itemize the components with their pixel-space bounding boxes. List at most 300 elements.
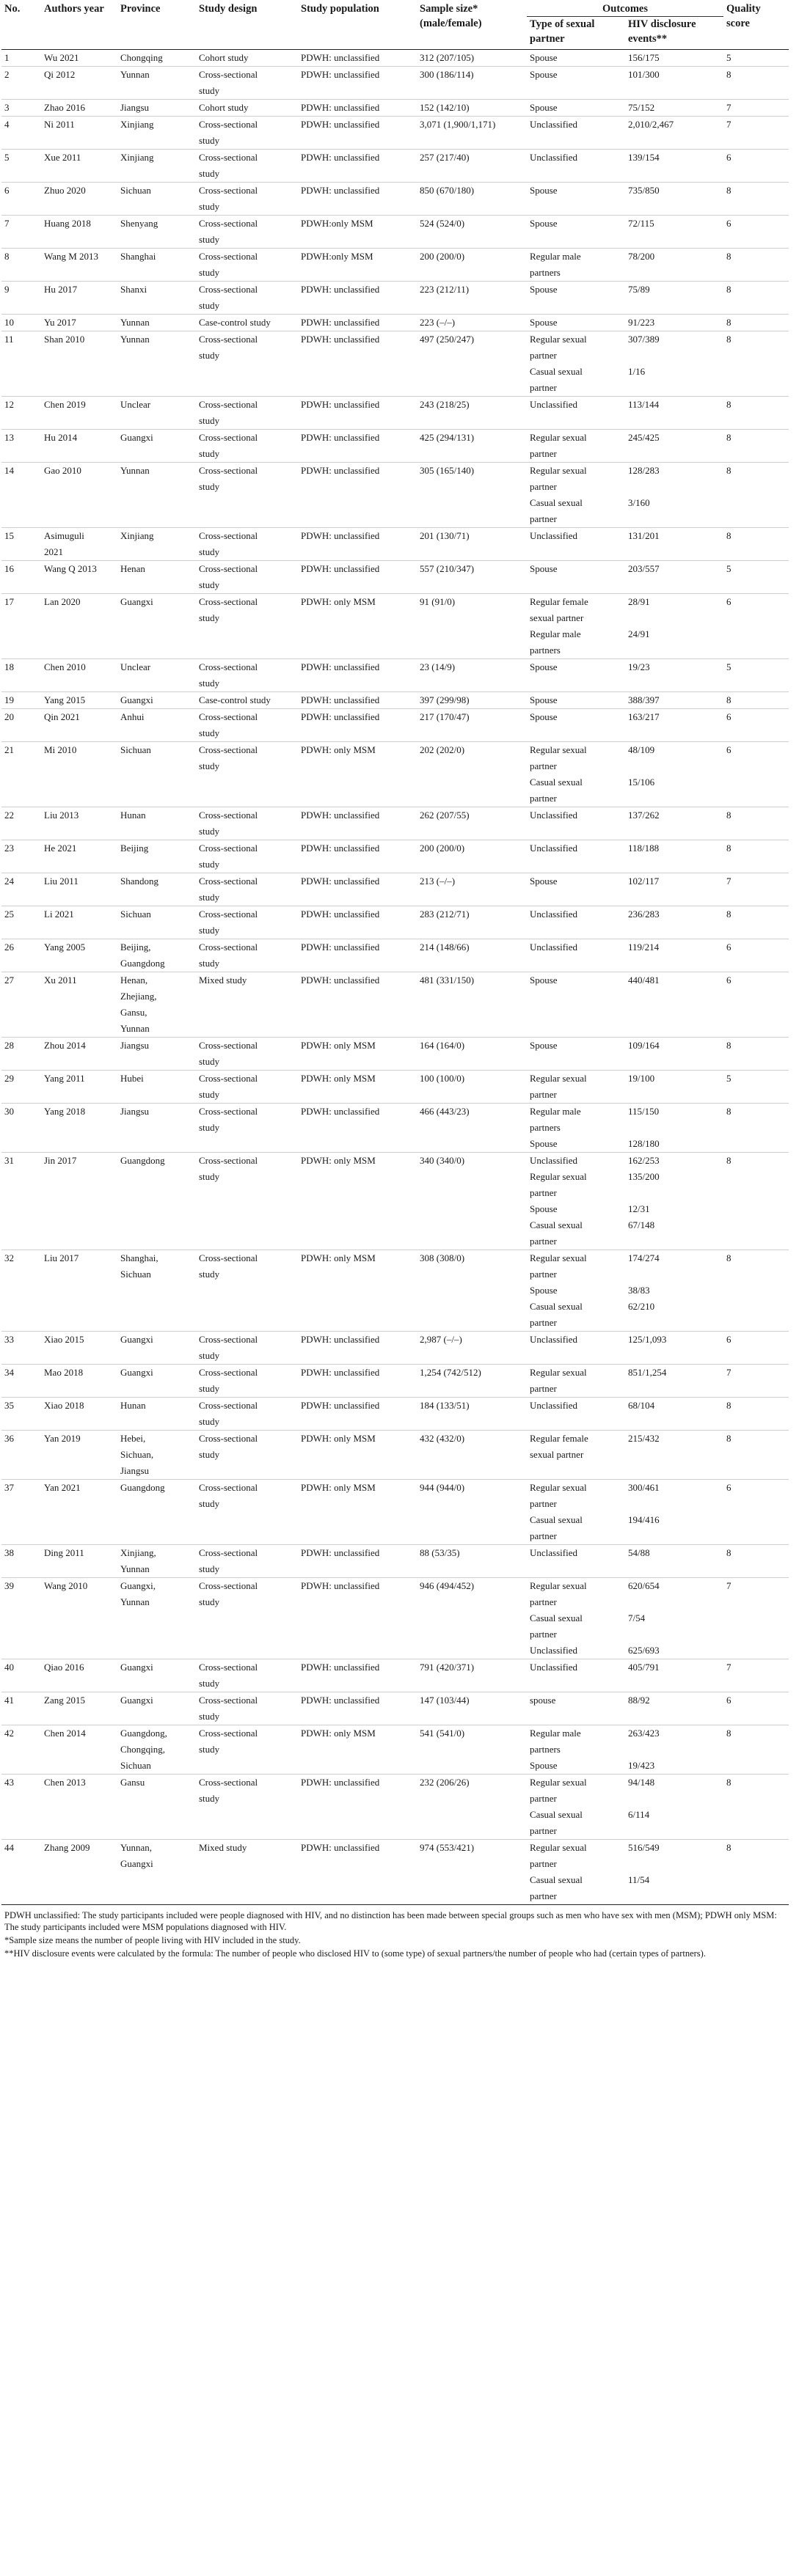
cell-author: Yang 2005	[41, 939, 117, 972]
disclosure-events-value: 78/200	[628, 251, 655, 262]
table-body	[1, 50, 789, 1905]
cell-study-population: PDWH: only MSM	[298, 742, 417, 807]
cell-sample-size: 397 (299/98)	[417, 692, 527, 709]
cell-no: 13	[1, 430, 41, 463]
partner-type-line: partner	[530, 1858, 557, 1869]
partner-type-line: partner	[530, 1187, 557, 1198]
cell-quality-score: 6	[723, 594, 789, 659]
cell-sample-size: 974 (553/421)	[417, 1840, 527, 1905]
table-row	[1, 183, 789, 216]
cell-province	[117, 1431, 196, 1480]
design-line: study	[199, 1449, 220, 1460]
cell-no: 9	[1, 282, 41, 315]
cell-study-population: PDWH: only MSM	[298, 1480, 417, 1545]
province-line: Hubei	[120, 1073, 144, 1084]
partner-type-line: Casual sexual	[530, 1219, 583, 1230]
cell-disclosure-events	[625, 1332, 723, 1365]
cell-study-design	[196, 282, 298, 315]
disclosure-events-value: 263/423	[628, 1728, 660, 1739]
header-province: Province	[120, 3, 161, 15]
table-row	[1, 1365, 789, 1398]
cell-no: 8	[1, 249, 41, 282]
cell-sample-size: 202 (202/0)	[417, 742, 527, 807]
design-line: study	[199, 448, 220, 459]
cell-sample-size: 213 (–/–)	[417, 873, 527, 906]
cell-author: Liu 2013	[41, 807, 117, 840]
disclosure-events-value: 28/91	[628, 596, 650, 607]
table-row	[1, 873, 789, 906]
design-line: Cross-sectional	[199, 810, 258, 821]
cell-author: Yang 2018	[41, 1104, 117, 1153]
cell-study-population: PDWH: unclassified	[298, 528, 417, 561]
province-line: Gansu,	[120, 1007, 147, 1018]
design-line: Cross-sectional	[199, 1695, 258, 1706]
partner-type-line: partner	[530, 1596, 557, 1607]
cell-no: 19	[1, 692, 41, 709]
cell-study-population: PDWH: only MSM	[298, 1431, 417, 1480]
disclosure-events-value: 163/217	[628, 711, 660, 722]
cell-province	[117, 117, 196, 150]
cell-no: 17	[1, 594, 41, 659]
cell-author: Qi 2012	[41, 67, 117, 100]
province-line: Xinjiang,	[120, 1547, 156, 1558]
disclosure-events-value: 38/83	[628, 1285, 650, 1296]
cell-disclosure-events	[625, 216, 723, 249]
cell-study-design	[196, 528, 298, 561]
cell-province	[117, 594, 196, 659]
design-line: Cross-sectional	[199, 1400, 258, 1411]
cell-study-population: PDWH: unclassified	[298, 1398, 417, 1431]
cell-study-population: PDWH: unclassified	[298, 873, 417, 906]
table-row	[1, 1431, 789, 1480]
design-line: study	[199, 135, 220, 146]
cell-study-population: PDWH: unclassified	[298, 430, 417, 463]
disclosure-events-value: 24/91	[628, 628, 650, 639]
cell-province	[117, 840, 196, 873]
cell-province	[117, 1153, 196, 1250]
disclosure-events-value: 62/210	[628, 1301, 655, 1312]
cell-partner-type	[527, 150, 625, 183]
cell-no: 39	[1, 1578, 41, 1659]
cell-disclosure-events	[625, 840, 723, 873]
cell-no: 14	[1, 463, 41, 528]
cell-study-population: PDWH: unclassified	[298, 1365, 417, 1398]
cell-study-design	[196, 906, 298, 939]
cell-disclosure-events	[625, 692, 723, 709]
disclosure-events-value: 162/253	[628, 1155, 660, 1166]
province-line: Shanghai	[120, 251, 156, 262]
disclosure-events-value: 118/188	[628, 843, 660, 854]
cell-partner-type	[527, 1775, 625, 1840]
cell-disclosure-events	[625, 1578, 723, 1659]
cell-disclosure-events	[625, 150, 723, 183]
partner-type-line: partner	[530, 1498, 557, 1509]
cell-sample-size: 946 (494/452)	[417, 1578, 527, 1659]
study-characteristics-table	[1, 0, 789, 1905]
cell-no: 24	[1, 873, 41, 906]
table-row	[1, 1332, 789, 1365]
partner-type-line: Spouse	[530, 284, 558, 295]
cell-no: 44	[1, 1840, 41, 1905]
province-line: Yunnan	[120, 334, 150, 345]
cell-partner-type	[527, 315, 625, 331]
cell-quality-score: 8	[723, 249, 789, 282]
partner-type-line: Regular female	[530, 596, 588, 607]
design-line: Cross-sectional	[199, 334, 258, 345]
cell-study-design	[196, 1692, 298, 1725]
table-row	[1, 1840, 789, 1905]
disclosure-events-value: 102/117	[628, 876, 660, 887]
cell-author: He 2021	[41, 840, 117, 873]
province-line: Hunan	[120, 810, 146, 821]
cell-province	[117, 1725, 196, 1775]
province-line: Guangdong	[120, 958, 165, 969]
footnote: **HIV disclosure events were calculated by the formula: The number of people who disclosed HIV to (some type) of sexual partners/the number of people who had (certain types of partners).	[4, 1948, 706, 1959]
cell-partner-type	[527, 742, 625, 807]
cell-author: Yan 2021	[41, 1480, 117, 1545]
cell-province	[117, 100, 196, 117]
cell-disclosure-events	[625, 1250, 723, 1332]
header-disclosure-events: HIV disclosure events**	[628, 18, 696, 45]
disclosure-events-value: 388/397	[628, 694, 660, 705]
cell-disclosure-events	[625, 906, 723, 939]
cell-study-design	[196, 1398, 298, 1431]
partner-type-line: partner	[530, 1825, 557, 1836]
cell-no: 32	[1, 1250, 41, 1332]
cell-sample-size: 524 (524/0)	[417, 216, 527, 249]
cell-province	[117, 50, 196, 67]
partner-type-line: partner	[530, 1089, 557, 1100]
cell-study-population: PDWH: unclassified	[298, 463, 417, 528]
cell-study-design	[196, 150, 298, 183]
cell-author: Zhao 2016	[41, 100, 117, 117]
cell-quality-score: 7	[723, 100, 789, 117]
cell-author: Qiao 2016	[41, 1659, 117, 1692]
cell-sample-size: 541 (541/0)	[417, 1725, 527, 1775]
cell-province	[117, 1840, 196, 1905]
cell-study-design	[196, 972, 298, 1038]
table-row	[1, 1725, 789, 1775]
cell-study-population: PDWH: unclassified	[298, 100, 417, 117]
cell-disclosure-events	[625, 709, 723, 742]
cell-partner-type	[527, 906, 625, 939]
partner-type-line: partner	[530, 1236, 557, 1247]
cell-no: 38	[1, 1545, 41, 1578]
design-line: study	[199, 579, 220, 590]
cell-partner-type	[527, 1071, 625, 1104]
cell-province	[117, 331, 196, 397]
table-row	[1, 659, 789, 692]
design-line: Cross-sectional	[199, 1040, 258, 1051]
cell-province	[117, 1659, 196, 1692]
partner-type-line: partner	[530, 448, 557, 459]
partner-type-line: Unclassified	[530, 1400, 577, 1411]
design-line: Cross-sectional	[199, 152, 258, 163]
disclosure-events-value: 72/115	[628, 218, 654, 229]
partner-type-line: Regular sexual	[530, 1073, 587, 1084]
partner-type-line: Casual sexual	[530, 1301, 583, 1312]
design-line: Cross-sectional	[199, 661, 258, 672]
province-line: Guangxi,	[120, 1580, 156, 1591]
cell-study-population: PDWH: unclassified	[298, 561, 417, 594]
footnote: *Sample size means the number of people living with HIV included in the study.	[4, 1935, 301, 1945]
table-row	[1, 1104, 789, 1153]
cell-no: 33	[1, 1332, 41, 1365]
cell-study-design	[196, 1153, 298, 1250]
cell-sample-size: 2,987 (–/–)	[417, 1332, 527, 1365]
cell-quality-score: 8	[723, 397, 789, 430]
table-row	[1, 692, 789, 709]
cell-province	[117, 150, 196, 183]
cell-quality-score: 8	[723, 1038, 789, 1071]
disclosure-events-value: 203/557	[628, 563, 660, 574]
table-row	[1, 1398, 789, 1431]
cell-quality-score: 8	[723, 183, 789, 216]
header-sample-size: Sample size* (male/female)	[420, 3, 482, 29]
province-line: Yunnan	[120, 1023, 150, 1034]
cell-author: Mi 2010	[41, 742, 117, 807]
cell-author: Xu 2011	[41, 972, 117, 1038]
partner-type-line: Unclassified	[530, 399, 577, 410]
table-row	[1, 1578, 789, 1659]
design-line: Cross-sectional	[199, 711, 258, 722]
cell-study-design	[196, 430, 298, 463]
cell-author: Yang 2011	[41, 1071, 117, 1104]
cell-quality-score: 8	[723, 315, 789, 331]
cell-study-population: PDWH: unclassified	[298, 840, 417, 873]
cell-province	[117, 939, 196, 972]
partner-type-line: Regular sexual	[530, 334, 587, 345]
cell-partner-type	[527, 1578, 625, 1659]
cell-author: Wang Q 2013	[41, 561, 117, 594]
design-line: Case-control study	[199, 694, 271, 705]
cell-quality-score: 8	[723, 463, 789, 528]
table-row	[1, 742, 789, 807]
design-line: Cross-sectional	[199, 1073, 258, 1084]
cell-partner-type	[527, 594, 625, 659]
cell-no: 15	[1, 528, 41, 561]
cell-quality-score: 6	[723, 1692, 789, 1725]
cell-sample-size: 257 (217/40)	[417, 150, 527, 183]
design-line: Cross-sectional	[199, 1334, 258, 1345]
cell-disclosure-events	[625, 249, 723, 282]
cell-province	[117, 1104, 196, 1153]
cell-disclosure-events	[625, 1692, 723, 1725]
cell-partner-type	[527, 50, 625, 67]
design-line: study	[199, 1383, 220, 1394]
table-row	[1, 807, 789, 840]
cell-partner-type	[527, 67, 625, 100]
cell-province	[117, 1398, 196, 1431]
cell-quality-score: 8	[723, 807, 789, 840]
province-line: Guangxi	[120, 1334, 153, 1345]
partner-type-line: Spouse	[530, 1285, 558, 1296]
cell-disclosure-events	[625, 1365, 723, 1398]
author-line: Asimuguli	[44, 530, 84, 541]
cell-disclosure-events	[625, 1153, 723, 1250]
design-line: Cross-sectional	[199, 399, 258, 410]
disclosure-events-value: 516/549	[628, 1842, 660, 1853]
province-line: Zhejiang,	[120, 991, 157, 1002]
cell-quality-score: 8	[723, 906, 789, 939]
cell-sample-size: 466 (443/23)	[417, 1104, 527, 1153]
cell-no: 18	[1, 659, 41, 692]
partner-type-line: Casual sexual	[530, 1514, 583, 1525]
cell-quality-score: 8	[723, 430, 789, 463]
province-line: Shandong	[120, 876, 158, 887]
cell-author: Huang 2018	[41, 216, 117, 249]
cell-disclosure-events	[625, 659, 723, 692]
cell-sample-size: 791 (420/371)	[417, 1659, 527, 1692]
disclosure-events-value: 128/283	[628, 465, 660, 476]
partner-type-line: partner	[530, 350, 557, 361]
cell-author: Hu 2017	[41, 282, 117, 315]
design-line: study	[199, 678, 220, 689]
cell-no: 25	[1, 906, 41, 939]
partner-type-line: partner	[530, 1890, 557, 1901]
design-line: study	[199, 925, 220, 936]
cell-disclosure-events	[625, 430, 723, 463]
cell-study-population: PDWH: unclassified	[298, 972, 417, 1038]
design-line: study	[199, 1563, 220, 1574]
province-line: Guangxi	[120, 1662, 153, 1673]
disclosure-events-value: 174/274	[628, 1252, 660, 1263]
design-line: Cross-sectional	[199, 1728, 258, 1739]
table-row	[1, 939, 789, 972]
province-line: Jiangsu	[120, 1040, 149, 1051]
province-line: Beijing	[120, 843, 149, 854]
partner-type-line: Casual sexual	[530, 497, 583, 508]
partner-type-line: partner	[530, 1793, 557, 1804]
cell-partner-type	[527, 972, 625, 1038]
disclosure-events-value: 109/164	[628, 1040, 660, 1051]
cell-disclosure-events	[625, 282, 723, 315]
cell-study-design	[196, 1659, 298, 1692]
cell-study-population: PDWH: only MSM	[298, 1250, 417, 1332]
cell-no: 27	[1, 972, 41, 1038]
disclosure-events-value: 119/214	[628, 942, 660, 953]
cell-partner-type	[527, 249, 625, 282]
disclosure-events-value: 54/88	[628, 1547, 650, 1558]
cell-province	[117, 1332, 196, 1365]
cell-study-design	[196, 1038, 298, 1071]
cell-disclosure-events	[625, 100, 723, 117]
cell-study-population: PDWH: only MSM	[298, 594, 417, 659]
design-line: study	[199, 859, 220, 870]
cell-no: 2	[1, 67, 41, 100]
cell-partner-type	[527, 692, 625, 709]
cell-partner-type	[527, 463, 625, 528]
design-line: Cross-sectional	[199, 284, 258, 295]
cell-sample-size: 223 (212/11)	[417, 282, 527, 315]
partner-type-line: partner	[530, 1317, 557, 1328]
cell-disclosure-events	[625, 1545, 723, 1578]
partner-type-line: Spouse	[530, 1138, 558, 1149]
disclosure-events-value: 1/16	[628, 366, 646, 377]
partner-type-line: Spouse	[530, 563, 558, 574]
cell-sample-size: 223 (–/–)	[417, 315, 527, 331]
cell-no: 28	[1, 1038, 41, 1071]
cell-disclosure-events	[625, 873, 723, 906]
province-line: Guangxi	[120, 432, 153, 443]
cell-province	[117, 397, 196, 430]
cell-partner-type	[527, 840, 625, 873]
province-line: Sichuan,	[120, 1449, 154, 1460]
cell-study-population: PDWH:only MSM	[298, 216, 417, 249]
partner-type-line: Regular sexual	[530, 1171, 587, 1182]
cell-study-design	[196, 873, 298, 906]
cell-study-design	[196, 397, 298, 430]
partner-type-line: spouse	[530, 1695, 556, 1706]
province-line: Jiangsu	[120, 1106, 149, 1117]
cell-quality-score: 8	[723, 1840, 789, 1905]
cell-partner-type	[527, 709, 625, 742]
cell-author: Yan 2019	[41, 1431, 117, 1480]
cell-sample-size: 200 (200/0)	[417, 840, 527, 873]
cell-sample-size: 201 (130/71)	[417, 528, 527, 561]
disclosure-events-value: 131/201	[628, 530, 660, 541]
cell-study-design	[196, 216, 298, 249]
cell-partner-type	[527, 1153, 625, 1250]
cell-quality-score: 6	[723, 216, 789, 249]
partner-type-line: Regular sexual	[530, 465, 587, 476]
disclosure-events-value: 113/144	[628, 399, 660, 410]
header-authors-year: Authors year	[44, 3, 104, 15]
table-row	[1, 249, 789, 282]
cell-province	[117, 709, 196, 742]
cell-disclosure-events	[625, 1659, 723, 1692]
partner-type-line: partner	[530, 1629, 557, 1640]
province-line: Guangxi	[120, 694, 153, 705]
cell-study-population: PDWH: unclassified	[298, 1578, 417, 1659]
cell-no: 36	[1, 1431, 41, 1480]
cell-partner-type	[527, 1038, 625, 1071]
cell-province	[117, 873, 196, 906]
cell-study-design	[196, 100, 298, 117]
table-row	[1, 216, 789, 249]
cell-quality-score: 7	[723, 1659, 789, 1692]
design-line: study	[199, 1122, 220, 1133]
disclosure-events-value: 735/850	[628, 185, 660, 196]
cell-author: Qin 2021	[41, 709, 117, 742]
design-line: study	[199, 1711, 220, 1722]
design-line: study	[199, 1171, 220, 1182]
cell-quality-score: 7	[723, 117, 789, 150]
cell-partner-type	[527, 100, 625, 117]
cell-study-population: PDWH: unclassified	[298, 67, 417, 100]
cell-province	[117, 1038, 196, 1071]
cell-province	[117, 463, 196, 528]
design-line: Mixed study	[199, 1842, 247, 1853]
province-line: Sichuan	[120, 185, 151, 196]
cell-sample-size: 23 (14/9)	[417, 659, 527, 692]
table-row	[1, 282, 789, 315]
table-header	[1, 0, 789, 50]
partner-type-line: Casual sexual	[530, 366, 583, 377]
cell-study-population: PDWH: unclassified	[298, 150, 417, 183]
cell-sample-size: 164 (164/0)	[417, 1038, 527, 1071]
design-line: study	[199, 267, 220, 278]
cell-province	[117, 1692, 196, 1725]
design-line: study	[199, 168, 220, 179]
design-line: Cross-sectional	[199, 563, 258, 574]
disclosure-events-value: 6/114	[628, 1809, 650, 1820]
design-line: study	[199, 1089, 220, 1100]
cell-province	[117, 692, 196, 709]
cell-disclosure-events	[625, 1431, 723, 1480]
cell-quality-score: 6	[723, 1480, 789, 1545]
cell-province	[117, 1775, 196, 1840]
